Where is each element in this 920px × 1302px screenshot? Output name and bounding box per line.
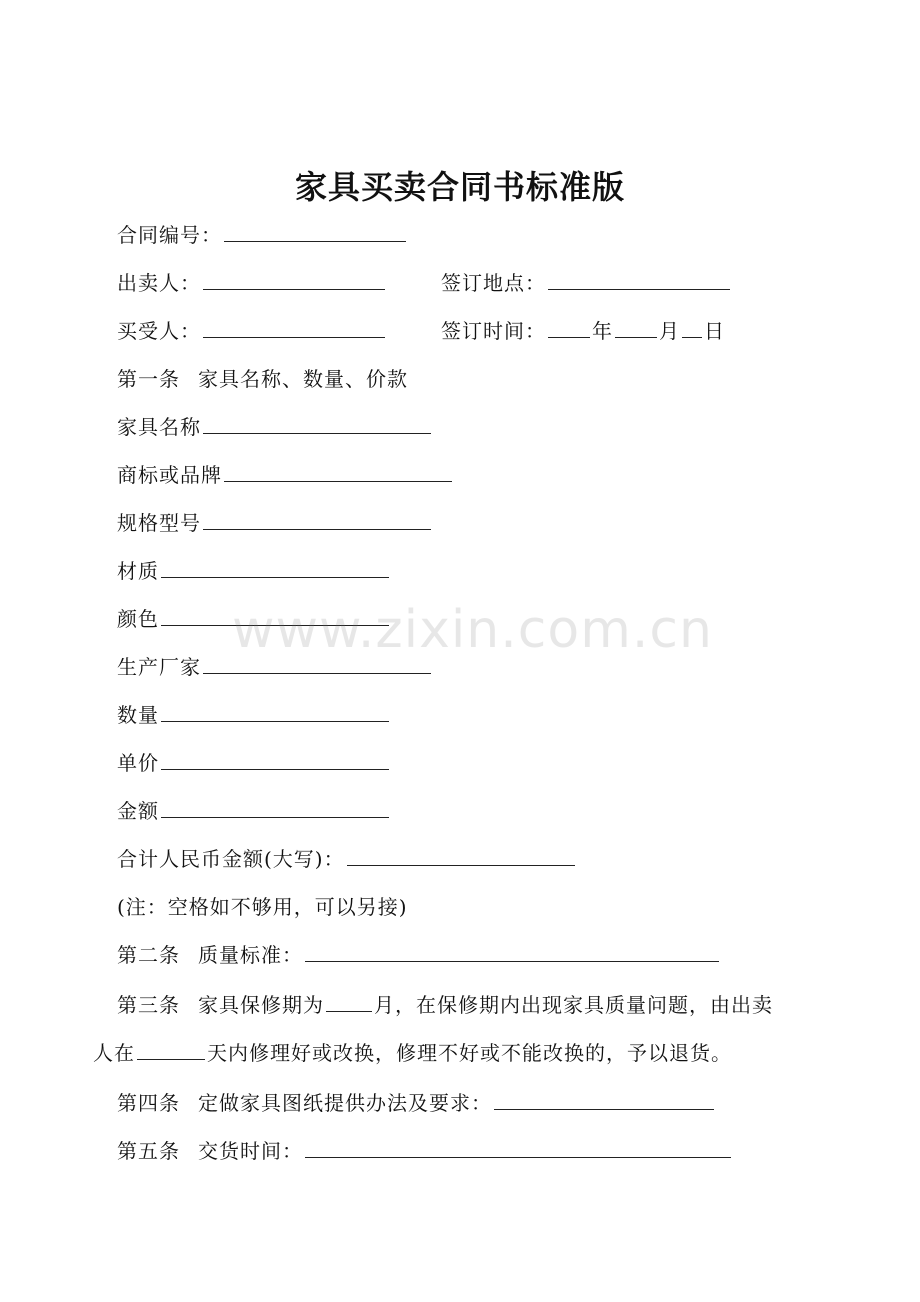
month-blank[interactable]	[615, 317, 657, 338]
day-blank[interactable]	[682, 317, 702, 338]
article-5-row	[117, 1136, 733, 1166]
buyer-label: 买受人：	[117, 319, 201, 343]
note-row	[117, 892, 408, 922]
contract-number-blank[interactable]	[224, 221, 406, 242]
contract-number-row	[117, 220, 408, 250]
field-quantity	[117, 700, 391, 730]
delivery-time-blank[interactable]	[305, 1137, 731, 1158]
maker-label: 生产厂家	[117, 655, 201, 679]
field-spec	[117, 508, 433, 538]
article-3-text-a: 家具保修期为	[198, 993, 324, 1017]
article-1-title: 家具名称、数量、价款	[198, 367, 408, 391]
total-blank[interactable]	[347, 845, 575, 866]
document-title: 家具买卖合同书标准版	[294, 168, 625, 206]
article-2-label: 质量标准：	[198, 943, 303, 967]
furniture-name-label: 家具名称	[117, 415, 201, 439]
buyer-row	[117, 316, 387, 346]
field-color	[117, 604, 391, 634]
amount-blank[interactable]	[161, 797, 389, 818]
sign-place-blank[interactable]	[548, 269, 730, 290]
article-2-number: 第二条	[117, 943, 180, 967]
article-3-line-2	[93, 1038, 732, 1068]
watermark: www.zixin.com.cn	[232, 600, 713, 660]
article-1-heading	[117, 364, 408, 394]
field-maker	[117, 652, 433, 682]
unit-price-blank[interactable]	[161, 749, 389, 770]
field-material	[117, 556, 391, 586]
amount-label: 金额	[117, 799, 159, 823]
day-label: 日	[704, 319, 725, 343]
furniture-name-blank[interactable]	[203, 413, 431, 434]
quality-standard-blank[interactable]	[305, 941, 719, 962]
spec-blank[interactable]	[203, 509, 431, 530]
article-5-label: 交货时间：	[198, 1139, 303, 1163]
article-3-number: 第三条	[117, 993, 180, 1017]
brand-label: 商标或品牌	[117, 463, 222, 487]
article-1-number: 第一条	[117, 367, 180, 391]
article-5-number: 第五条	[117, 1139, 180, 1163]
unit-price-label: 单价	[117, 751, 159, 775]
seller-row	[117, 268, 387, 298]
sign-time-label: 签订时间：	[441, 319, 546, 343]
sign-place-row	[441, 268, 732, 298]
quantity-blank[interactable]	[161, 701, 389, 722]
warranty-months-blank[interactable]	[326, 991, 372, 1012]
article-4-number: 第四条	[117, 1091, 180, 1115]
buyer-blank[interactable]	[203, 317, 385, 338]
article-3-line-1	[117, 990, 773, 1020]
spec-label: 规格型号	[117, 511, 201, 535]
material-blank[interactable]	[161, 557, 389, 578]
field-unit-price	[117, 748, 391, 778]
article-3-text-b: 月，在保修期内出现家具质量问题，由出卖	[374, 993, 773, 1017]
article-4-label: 定做家具图纸提供办法及要求：	[198, 1091, 492, 1115]
year-label: 年	[592, 319, 613, 343]
brand-blank[interactable]	[224, 461, 452, 482]
article-3-text-c: 人在	[93, 1041, 135, 1065]
seller-label: 出卖人：	[117, 271, 201, 295]
article-2-row	[117, 940, 721, 970]
drawing-requirements-blank[interactable]	[494, 1089, 714, 1110]
color-blank[interactable]	[161, 605, 389, 626]
maker-blank[interactable]	[203, 653, 431, 674]
field-furniture-name	[117, 412, 433, 442]
sign-time-row	[441, 316, 725, 346]
contract-number-label: 合同编号：	[117, 223, 222, 247]
quantity-label: 数量	[117, 703, 159, 727]
article-3-text-d: 天内修理好或改换，修理不好或不能改换的，予以退货。	[207, 1041, 732, 1065]
sign-place-label: 签订地点：	[441, 271, 546, 295]
repair-days-blank[interactable]	[137, 1039, 205, 1060]
seller-blank[interactable]	[203, 269, 385, 290]
color-label: 颜色	[117, 607, 159, 631]
field-amount	[117, 796, 391, 826]
total-label: 合计人民币金额(大写)：	[117, 847, 345, 871]
year-blank[interactable]	[548, 317, 590, 338]
material-label: 材质	[117, 559, 159, 583]
article-4-row	[117, 1088, 716, 1118]
field-brand	[117, 460, 454, 490]
total-row	[117, 844, 577, 874]
month-label: 月	[659, 319, 680, 343]
note-text: (注：空格如不够用，可以另接)	[117, 895, 408, 919]
